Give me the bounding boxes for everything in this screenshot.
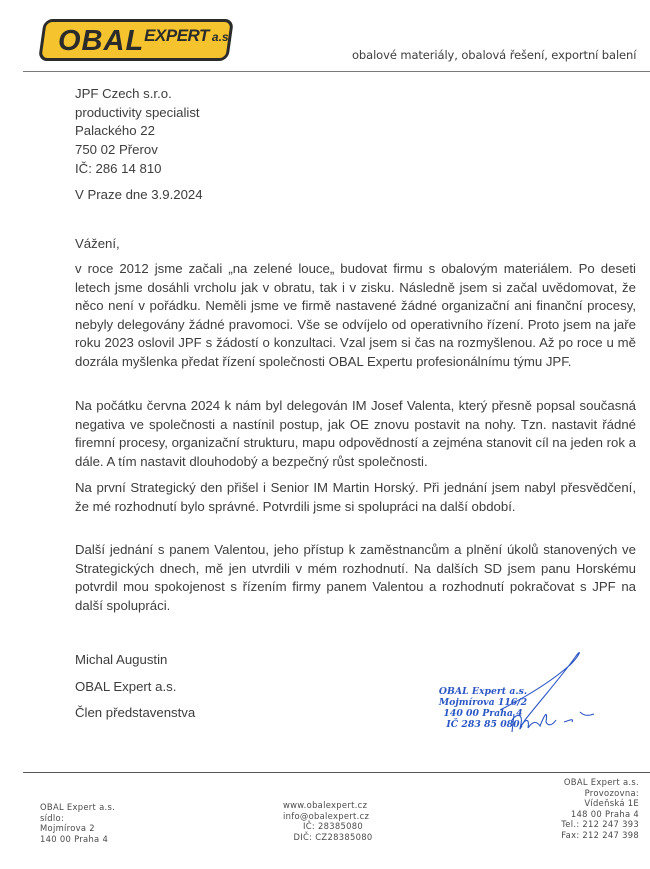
signer-role: Člen představenstva bbox=[75, 705, 196, 720]
footer-right-city: 148 00 Praha 4 bbox=[570, 808, 639, 819]
recipient-address bbox=[75, 85, 200, 179]
date-line: V Praze dne 3.9.2024 bbox=[75, 187, 203, 202]
footer-left-company: OBAL Expert a.s. bbox=[40, 802, 116, 812]
paragraph-2: Na počátku června 2024 k nám byl delegován IM Josef Valenta, který přesně popsal současná negativa ve společnosti a nastínil postup, jak OE znovu postavit na nohy. Tzn. nastavit řádné firemní procesy, organizační strukturu, mapu odpovědností a zejména stanovit cíl na jeden rok a dále. A tím nastavit dlouhodobý a bezpečný růst společnosti. bbox=[75, 398, 636, 469]
signer-name: Michal Augustin bbox=[75, 652, 168, 667]
footer-contacts bbox=[283, 800, 383, 842]
footer-company-id: IČ: 28385080 bbox=[302, 821, 364, 831]
recipient-street: Palackého 22 bbox=[75, 123, 155, 139]
footer-right-label: Provozovna: bbox=[584, 787, 639, 798]
footer-branch bbox=[500, 777, 639, 840]
header-divider bbox=[23, 71, 650, 72]
footer-fax: Fax: 212 247 398 bbox=[561, 829, 639, 840]
recipient-company: JPF Czech s.r.o. bbox=[75, 86, 172, 101]
logo-suffix: a.s. bbox=[211, 30, 232, 44]
stamp-city: 140 00 Praha 4 bbox=[443, 708, 523, 719]
paragraph-3: Na první Strategický den přišel i Senior IM Martin Horský. Při jednání jsem nabyl přesvědčení, že mé rozhodnutí bylo správné. Potvrdili jsme si spolupráci na další období. bbox=[75, 480, 636, 514]
footer-vat-id: DIČ: CZ28385080 bbox=[293, 831, 373, 842]
handwritten-signature bbox=[500, 650, 610, 745]
footer-email-link[interactable]: info@obalexpert.cz bbox=[283, 810, 370, 821]
recipient-company-id: IČ: 286 14 810 bbox=[75, 160, 162, 176]
paragraph-1: v roce 2012 jsme začali „na zelené louce„ budovat firmu s obalovým materiálem. Po deseti letech jsme dosáhli vrcholu jak v obratu, tak i v zisku. Následně jsem si začal uvědomovat, že něco není v pořádku. Neměli jsme ve firmě nastavené žádné organizační ani finanční procesy, nebyly delegovány žádné pravomoci. Vše se odvíjelo od operativního řízení. Proto jsem na jaře roku 2023 oslovil JPF s žádostí o konzultaci. Vzal jsem si čas na rozmyšlenou. Až po roce u mě dozrála myšlenka předat řízení společnosti OBAL Expertu profesionálnímu týmu JPF. bbox=[75, 261, 636, 369]
logo-main-text: OBAL bbox=[58, 25, 145, 57]
footer-left-street: Mojmírova 2 bbox=[40, 823, 95, 833]
stamp-street: Mojmírova 116/2 bbox=[438, 697, 528, 708]
paragraph-4: Další jednání s panem Valentou, jeho přístup k zaměstnancům a plnění úkolů stanovených ve Strategických dnech, mě jen utvrdili v mém rozhodnutí. Na dalších SD jsem panu Horskému potvrdil mou spokojenost s řízením firmy panem Valentou a rozhodnutí pokračovat s JPF na další spolupráci. bbox=[75, 542, 636, 613]
footer-right-company: OBAL Expert a.s. bbox=[563, 777, 639, 787]
logo-secondary-text: EXPERT bbox=[144, 26, 209, 45]
recipient-city: 750 02 Přerov bbox=[75, 142, 158, 158]
company-tagline: obalové materiály, obalová řešení, exportní balení bbox=[352, 48, 637, 62]
stamp-company-id: IČ 283 85 080 bbox=[446, 719, 520, 730]
footer-registered-office bbox=[40, 802, 115, 844]
footer-website-link[interactable]: www.obalexpert.cz bbox=[283, 800, 368, 810]
recipient-department: productivity specialist bbox=[75, 104, 200, 120]
signer-company: OBAL Expert a.s. bbox=[75, 678, 177, 694]
footer-phone: Tel.: 212 247 393 bbox=[561, 819, 639, 829]
footer-divider bbox=[23, 772, 650, 773]
company-logo bbox=[58, 25, 232, 58]
footer-left-label: sídlo: bbox=[40, 812, 65, 823]
greeting: Vážení, bbox=[75, 236, 120, 251]
signature-block bbox=[75, 647, 195, 727]
footer-left-city: 140 00 Praha 4 bbox=[40, 833, 109, 844]
footer-right-street: Vídeňská 1E bbox=[584, 798, 639, 808]
stamp-company: OBAL Expert a.s. bbox=[438, 686, 528, 697]
